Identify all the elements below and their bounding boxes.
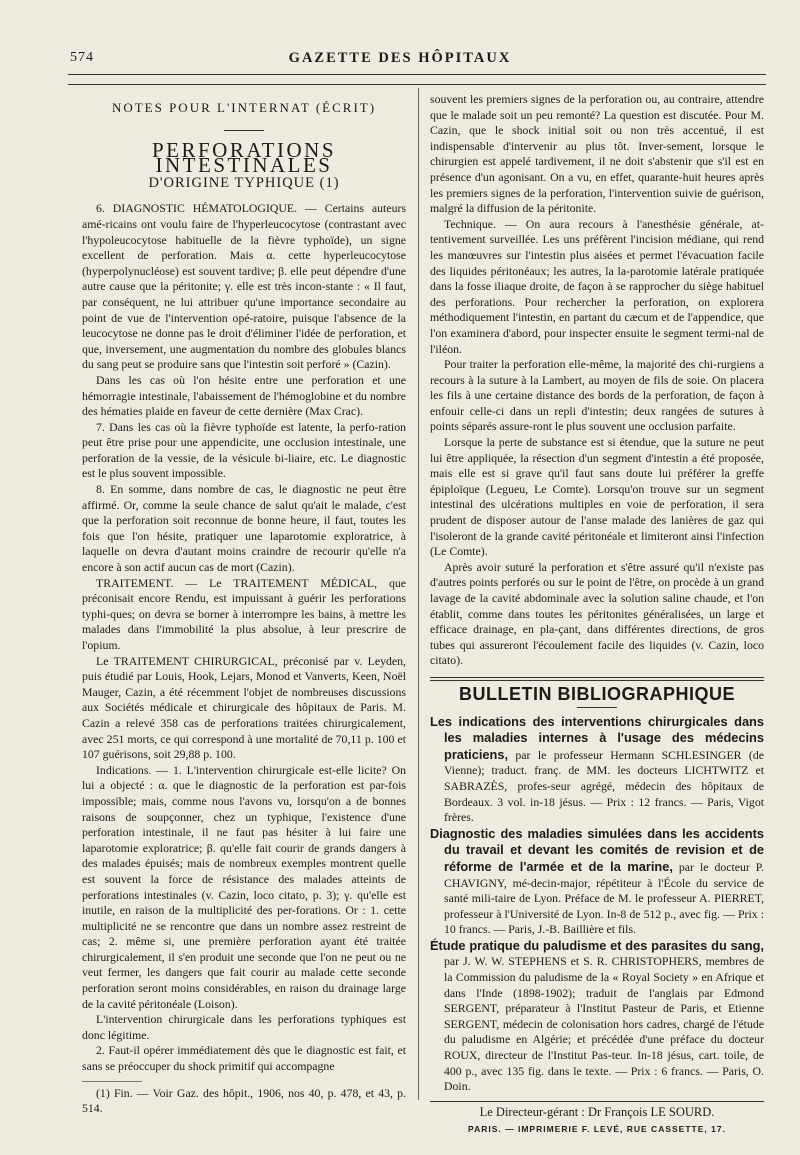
footnote: (1) Fin. — Voir Gaz. des hôpit., 1906, nos 40, p. 478, et 43, p. 514. — [82, 1085, 406, 1115]
paragraph: Après avoir suturé la perforation et s'être assuré qu'il n'existe pas d'autres points perforés ou sur le point de l'être, on procède à un grand lavage de la cavité abdominale avec la solution saline chaude, et l'on établit, comme dans toutes les péritonites généralisées, un large et efficace drainage, en pla-çant, dans différentes directions, de gros tubes qui assureront l'écoulement facile des liquides (v. Cazin, loco citato). — [430, 559, 764, 668]
bulletin-rule — [430, 677, 764, 678]
header-rule-thin — [68, 84, 766, 85]
page-number: 574 — [70, 50, 94, 65]
printer-line: PARIS. — IMPRIMERIE F. LEVÉ, RUE CASSETTE, 17. — [468, 1124, 726, 1135]
paragraph: 8. En somme, dans nombre de cas, le diagnostic ne peut être affirmé. Or, comme la seule chance de salut qu'ait le malade, c'est que la perforation soit reconnue de bonne heure, il faut, toutes les fois que l'on hésite, pratiquer une laparotomie exploratrice, à laquelle on devra d'autant moins craindre de recourir qu'elle n'a encore à son actif aucun cas de mort (Cazin). — [82, 482, 406, 575]
paragraph: TRAITEMENT. — Le TRAITEMENT MÉDICAL, que préconisait encore Rendu, est impuissant à guérir les perforations typhi-ques; on devra se borner à interrompre les bains, à mettre les malades dans l'immobilité la plus absolue, à leur prescrire de l'opium. — [82, 575, 406, 652]
book-entry — [430, 714, 764, 826]
paragraph: Dans les cas où l'on hésite entre une perforation et une hémorragie intestinale, l'abaissement de l'hémoglobine et du nombre des hématies plaide en faveur de cette dernière (Max Crac). — [82, 372, 406, 419]
paragraph: Le TRAITEMENT CHIRURGICAL, préconisé par v. Leyden, puis étudié par Louis, Hook, Lejars, Monod et Vanverts, Keen, Noël Mauger, Cazin, a été récemment l'objet de nombreuses discussions aux Sociétés médicale et chirurgicale des hôpitaux de Paris. M. Cazin a relevé 358 cas de perforations traitées chirurgicalement, avec 251 morts, ce qui correspond à une mortalité de 70,11 p. 100 et 107 guérisons, soit 29,88 p. 100. — [82, 653, 406, 762]
section-title: NOTES POUR L'INTERNAT (ÉCRIT) — [111, 100, 377, 115]
column-divider — [418, 88, 419, 1100]
left-column — [82, 92, 406, 1116]
book-entry — [430, 826, 764, 938]
paragraph: L'intervention chirurgicale dans les perforations typhiques est donc légitime. — [82, 1012, 406, 1042]
article-title: PERFORATIONS INTESTINALES — [151, 137, 337, 178]
book-details: par le professeur Hermann SCHLESINGER (de Vienne); traduct. franç. de MM. les docteurs LICHTWITZ et SABRAZÈS, profes-seur agrégé, médecin des hôpitaux de Bordeaux. 3 vol. in-18 jésus. — Prix : 12 francs. — Paris, Vigot frères. — [444, 747, 764, 825]
bulletin-rule — [430, 680, 764, 681]
book-details: par J. W. W. STEPHENS et S. R. CHRISTOPHERS, membres de la Commission du paludisme de la « Royal Society » en Afrique et dans l'Inde (1898-1902); traduit de l'anglais par Edmond SERGENT, préparateur à l'Institut Pasteur de Paris, et Etienne SERGENT, médecin de colonisation hors cadres, chargé de l'étude du paludisme en Algérie; et précédée d'une préface du docteur ROUX, directeur de l'Institut Pas-teur. In-18 jésus, cart. toile, de 400 p., avec 135 fig. dans le texte. — Prix : 6 francs. — Paris, O. Doin. — [444, 954, 764, 1094]
header-rule — [68, 74, 766, 75]
paragraph: Lorsque la perte de substance est si étendue, que la suture ne peut lui être appliquée, la résection d'un segment d'intestin a été proposée, mais elle est si grave qu'il faut sans doute lui préférer la greffe épiploïque (Legueu, Le Comte). Lorsqu'on trouve sur un segment intestinal des ulcérations multiples en voie de perforation, il sera prudent de disposer autour de l'anse malade des lanières de gaz qui l'isoleront de la grande cavité péritonéale et limiteront ainsi l'infection (Le Comte). — [430, 435, 764, 559]
right-column — [430, 92, 764, 1138]
book-details: par le docteur P. CHAVIGNY, mé-decin-major, répétiteur à l'École du service de santé mili-taire de Lyon. Préface de M. le professeur A. PIERRET, professeur à l'Université de Lyon. In-8 de 512 p., avec fig. — Prix : 10 francs. — Paris, J.-B. Baillière et fils. — [444, 859, 764, 937]
running-title: GAZETTE DES HÔPITAUX — [288, 50, 512, 66]
book-title: Les indications des interventions chirurgicales dans les maladies internes à l'usage des médecins praticiens, — [430, 713, 764, 762]
paragraph: 6. DIAGNOSTIC HÉMATOLOGIQUE. — Certains auteurs amé-ricains ont voulu faire de l'hyperleucocytose (contrastant avec l'hypoleucocytose habituelle de la fièvre typhoïde), un signe excellent de perforation. Mais α. cette hyperleucocytose (hyperpolynucléose) est souvent tardive; β. elle peut dépendre d'une autre cause que la péritonite; γ. elle est très incon-stante : « Il faut, par conséquent, ne lui attribuer qu'une importance secondaire au point de vue de l'intervention opé-ratoire, puisque l'absence de la leucocytose ne donne pas le droit d'éliminer l'idée de perforation, et que, inversement, une augmentation du nombre des globules blancs du sang peut se produire sans que l'intestin soit perforé » (Cazin). — [82, 201, 406, 372]
paragraph: Pour traiter la perforation elle-même, la majorité des chi-rurgiens a recours à la suture à la Lambert, au moyen de fils de soie. On placera les fils à une certaine distance des bords de la perforation, de façon à enfouir celle-ci dans un repli d'intestin; deux rangées de sutures à points séparés assure-ront le plus souvent une occlusion parfaite. — [430, 357, 764, 434]
book-title: Étude pratique du paludisme et des parasites du sang, — [430, 937, 764, 953]
director-line: Le Directeur-gérant : Dr François LE SOURD. — [430, 1101, 764, 1121]
paragraph: 7. Dans les cas où la fièvre typhoïde est latente, la perfo-ration peut être prise pour une appendicite, une occlusion intestinale, une perforation de la vessie, de la vésicule bi-liaire, etc. Le diagnostic est le plus souvent impossible. — [82, 419, 406, 481]
paragraph: Technique. — On aura recours à l'anesthésie générale, at-tentivement surveillée. Les uns préfèrent l'incision médiane, qui rend les manœuvres sur l'intestin plus aisées et permet l'évacuation facile des liquides péritonéaux; les autres, la la-parotomie latérale pratiquée dans la fosse iliaque droite, de façon à se rapprocher du siège habituel des perforations. Pour rechercher la perforation, on explorera méthodiquement l'intestin, en partant du cæcum et de l'appendice, que l'on examinera d'abord, pour inspecter ensuite le segment termi-nal de l'iléon. — [430, 216, 764, 356]
bulletin-short-rule — [577, 707, 617, 708]
article-subtitle: D'ORIGINE TYPHIQUE (1) — [148, 174, 340, 191]
paragraph: 2. Faut-il opérer immédiatement dès que le diagnostic est fait, et sans se préoccuper du shock primitif qui accompagne — [82, 1043, 406, 1074]
title-rule — [224, 130, 264, 131]
paragraph: Indications. — 1. L'intervention chirurgicale est-elle licite? On lui a objecté : α. que le diagnostic de la perforation est par-fois impossible; mais, comme nous l'avons vu, lorsqu'on a de bonnes raisons de soupçonner, chez un typhique, l'existence d'une perforation intestinale, il ne faut pas hésiter à lui faire une laparotomie exploratrice; β. qu'elle fait courir de grands dangers à des malades épuisés; mais de nombreux exemples montrent quelle est souvent la force de résistance des malades atteints de perforations intestinales (v. Cazin, loco citato, p. 3); γ. qu'elle est inutile, en raison de la multiplicité des per-forations. Or : 1. cette multiplicité ne se rencontre que dans un nombre assez restreint de cas; 2. même si, une première perforation ayant été traitée chirurgicalement, il s'en produit une seconde que l'on ne peut ou ne veut fermer, les dangers que fait courir au malade cette seconde perforation seront moins considérables, en raison du drainage large de la cavité péritonéale (Loison). — [82, 762, 406, 1011]
book-title: Diagnostic des maladies simulées dans les accidents du travail et devant les comités de revision et de réforme de l'armée et de la marine, — [430, 825, 764, 874]
bulletin-title: BULLETIN BIBLIOGRAPHIQUE — [459, 683, 735, 704]
paragraph: souvent les premiers signes de la perforation ou, au contraire, attendre que le malade soit un peu remonté? La question est discutée. Pour M. Cazin, que le shock initial soit ou non très accentué, il est indispensable d'intervenir au plus tôt. Inver-sement, lorsque le chirurgien est appelé tardivement, il ne doit s'abstenir que s'il est en présence d'un agonisant. On a vu, en effet, quarante-huit heures après les premiers signes de la perforation, l'intervention suivie de guérison, malgré la diffusion de la péritonite. — [430, 92, 764, 216]
book-entry — [430, 938, 764, 1095]
